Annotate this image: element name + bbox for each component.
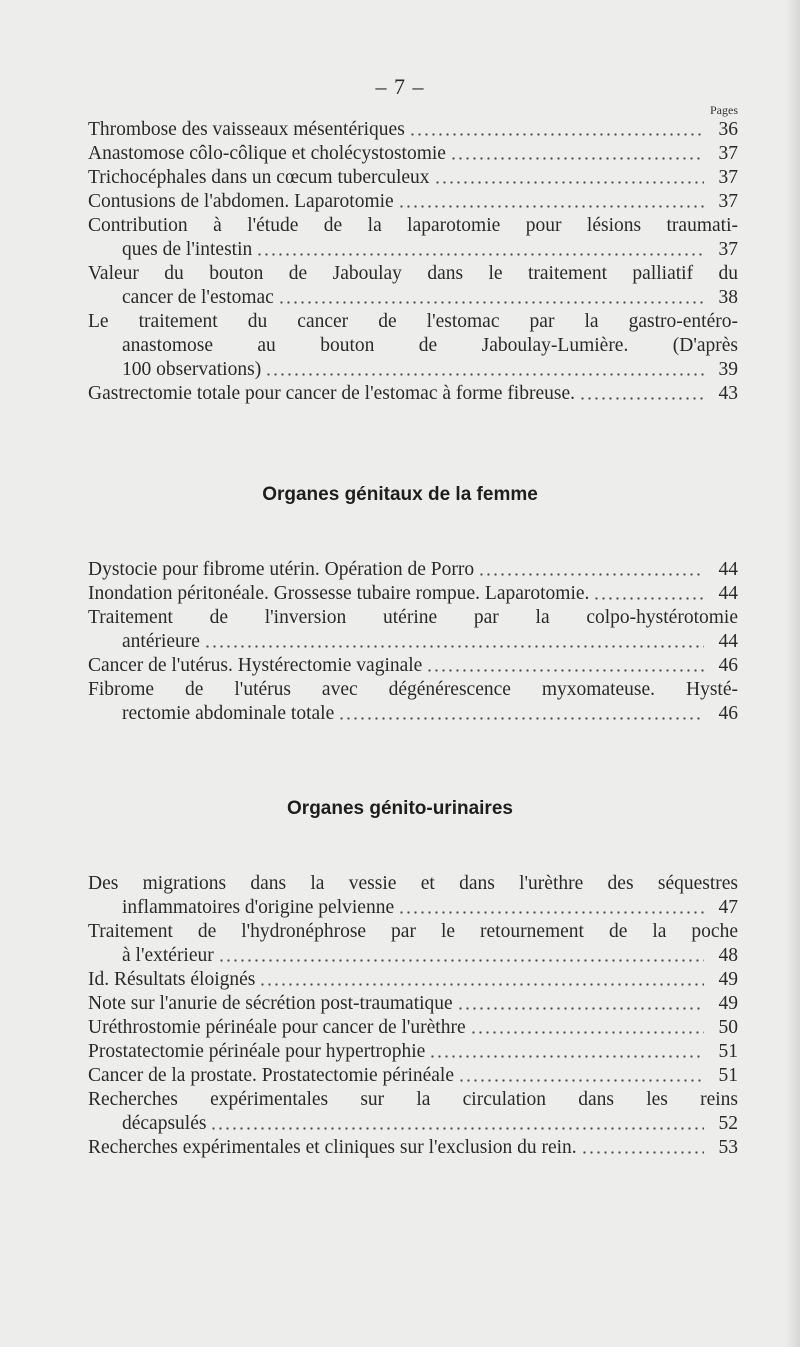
toc-entry-title: Des migrations dans la vessie et dans l'urèthre des séquestres [88, 873, 738, 894]
toc-entry-line [88, 872, 738, 896]
dot-leader [204, 645, 704, 648]
dot-leader [259, 983, 704, 986]
toc-entry [88, 920, 738, 968]
toc-entry-line [88, 1136, 738, 1160]
dot-leader [581, 1151, 704, 1154]
pages-column-label: Pages [710, 103, 738, 117]
toc-page-number: 38 [718, 287, 738, 308]
toc-page-number: 47 [718, 897, 738, 918]
dot-leader [470, 1031, 704, 1034]
toc-page-number: 48 [718, 945, 738, 966]
toc-entry-line [88, 944, 738, 968]
toc-entry-title: 100 observations) [122, 359, 262, 380]
toc-entry-title: Valeur du bouton de Jaboulay dans le traitement palliatif du [88, 263, 738, 284]
toc-entry-line [88, 992, 738, 1016]
toc-entry-title: Trichocéphales dans un cœcum tuberculeux [88, 167, 430, 188]
toc-page-number: 51 [718, 1065, 738, 1086]
toc-entry-line [88, 382, 738, 406]
toc-group-female-genital [88, 558, 738, 726]
toc-page-number: 37 [718, 191, 738, 212]
toc-page-number: 46 [718, 655, 738, 676]
toc-entry-line [88, 358, 738, 382]
toc-entry [88, 1040, 738, 1064]
dot-leader [398, 911, 704, 914]
toc-page-number: 52 [718, 1113, 738, 1134]
toc-page-number: 51 [718, 1041, 738, 1062]
toc-entry-line [88, 654, 738, 678]
toc-entry-line [88, 630, 738, 654]
toc-entry [88, 1016, 738, 1040]
toc-entry [88, 678, 738, 726]
toc-group-genito-urinary [88, 872, 738, 1160]
toc-entry-title: Gastrectomie totale pour cancer de l'estomac à forme fibreuse. [88, 383, 575, 404]
toc-entry [88, 558, 738, 582]
toc-entry-title: anastomose au bouton de Jaboulay-Lumière. (D'après [122, 335, 738, 356]
dot-leader [426, 669, 704, 672]
toc-entry-line [88, 286, 738, 310]
toc-entry-line [88, 702, 738, 726]
toc-entry [88, 1088, 738, 1136]
toc-entry-line [88, 1040, 738, 1064]
page-edge-shadow [786, 0, 800, 1347]
toc-entry-title: Le traitement du cancer de l'estomac par la gastro-entéro- [88, 311, 738, 332]
toc-entry [88, 382, 738, 406]
toc-entry-title: Recherches expérimentales et cliniques sur l'exclusion du rein. [88, 1137, 577, 1158]
toc-entry [88, 582, 738, 606]
toc-entry-line [88, 214, 738, 238]
toc-entry-line [88, 238, 738, 262]
toc-entry-title: Uréthrostomie périnéale pour cancer de l'urèthre [88, 1017, 466, 1038]
toc-entry-title: cancer de l'estomac [122, 287, 274, 308]
toc-entry-line [88, 606, 738, 630]
dot-leader [265, 373, 704, 376]
toc-entry-title: ques de l'intestin [122, 239, 253, 260]
toc-entry-line [88, 1088, 738, 1112]
dot-leader [579, 397, 704, 400]
dot-leader [409, 133, 704, 136]
toc-page-number: 44 [718, 631, 738, 652]
toc-entry-line [88, 166, 738, 190]
toc-entry-title: Id. Résultats éloignés [88, 969, 256, 990]
dot-leader [210, 1127, 704, 1130]
toc-page-number: 36 [718, 119, 738, 140]
toc-entry-title: inflammatoires d'origine pelvienne [122, 897, 395, 918]
toc-entry-title: Contribution à l'étude de la laparotomie pour lésions traumati- [88, 215, 738, 236]
toc-page-number: 39 [718, 359, 738, 380]
toc-entry-title: rectomie abdominale totale [122, 703, 335, 724]
toc-entry [88, 606, 738, 654]
toc-entry [88, 166, 738, 190]
toc-entry-title: Traitement de l'hydronéphrose par le retournement de la poche [88, 921, 738, 942]
section-title-genito-urinary: Organes génito-urinaires [287, 798, 513, 819]
toc-entry-line [88, 558, 738, 582]
dot-leader [218, 959, 704, 962]
toc-page-number: 49 [718, 993, 738, 1014]
toc-entry-line [88, 190, 738, 214]
toc-entry-title: Recherches expérimentales sur la circulation dans les reins [88, 1089, 738, 1110]
toc-entry-title: Dystocie pour fibrome utérin. Opération de Porro [88, 559, 475, 580]
toc-entry-line [88, 1112, 738, 1136]
toc-entry-line [88, 920, 738, 944]
toc-entry-line [88, 896, 738, 920]
toc-entry-title: Cancer de l'utérus. Hystérectomie vaginale [88, 655, 423, 676]
toc-page-number: 53 [718, 1137, 738, 1158]
toc-entry-line [88, 968, 738, 992]
toc-entry-title: Cancer de la prostate. Prostatectomie périnéale [88, 1065, 455, 1086]
dot-leader [278, 301, 704, 304]
toc-group-digestive [88, 118, 738, 406]
toc-page-number: 44 [718, 583, 738, 604]
toc-page-number: 46 [718, 703, 738, 724]
dot-leader [450, 157, 704, 160]
toc-entry [88, 118, 738, 142]
toc-entry-title: décapsulés [122, 1113, 207, 1134]
dot-leader [593, 597, 704, 600]
dot-leader [478, 573, 704, 576]
toc-entry-title: Anastomose côlo-côlique et cholécystostomie [88, 143, 446, 164]
toc-entry-title: à l'extérieur [122, 945, 214, 966]
toc-entry [88, 654, 738, 678]
dot-leader [429, 1055, 704, 1058]
toc-entry-title: Traitement de l'inversion utérine par la colpo-hystérotomie [88, 607, 738, 628]
toc-entry [88, 310, 738, 382]
dot-leader [398, 205, 704, 208]
toc-page-number: 50 [718, 1017, 738, 1038]
toc-entry-title: Thrombose des vaisseaux mésentériques [88, 119, 405, 140]
dot-leader [256, 253, 704, 256]
toc-entry-title: antérieure [122, 631, 200, 652]
dot-leader [457, 1007, 704, 1010]
toc-entry-title: Fibrome de l'utérus avec dégénérescence myxomateuse. Hysté- [88, 679, 738, 700]
toc-entry-line [88, 678, 738, 702]
toc-page-number: 49 [718, 969, 738, 990]
toc-entry-line [88, 262, 738, 286]
toc-entry [88, 262, 738, 310]
toc-page-number: 37 [718, 239, 738, 260]
toc-entry-line [88, 1016, 738, 1040]
toc-entry-line [88, 142, 738, 166]
toc-entry [88, 1136, 738, 1160]
toc-page-number: 44 [718, 559, 738, 580]
page-number: – 7 – [375, 74, 425, 99]
dot-leader [458, 1079, 704, 1082]
toc-entry [88, 190, 738, 214]
toc-page-number: 43 [718, 383, 738, 404]
toc-entry [88, 872, 738, 920]
dot-leader [434, 181, 704, 184]
dot-leader [338, 717, 704, 720]
toc-page-number: 37 [718, 143, 738, 164]
toc-entry [88, 142, 738, 166]
toc-entry-line [88, 1064, 738, 1088]
toc-entry-line [88, 582, 738, 606]
toc-entry-line [88, 334, 738, 358]
toc-entry [88, 968, 738, 992]
toc-entry-title: Note sur l'anurie de sécrétion post-traumatique [88, 993, 453, 1014]
toc-entry [88, 992, 738, 1016]
toc-entry-title: Contusions de l'abdomen. Laparotomie [88, 191, 394, 212]
toc-entry [88, 214, 738, 262]
toc-entry-title: Prostatectomie périnéale pour hypertrophie [88, 1041, 426, 1062]
toc-entry [88, 1064, 738, 1088]
toc-entry-line [88, 118, 738, 142]
toc-entry-line [88, 310, 738, 334]
toc-entry-title: Inondation péritonéale. Grossesse tubaire rompue. Laparotomie. [88, 583, 590, 604]
section-title-female-genital: Organes génitaux de la femme [262, 484, 538, 505]
toc-page-number: 37 [718, 167, 738, 188]
